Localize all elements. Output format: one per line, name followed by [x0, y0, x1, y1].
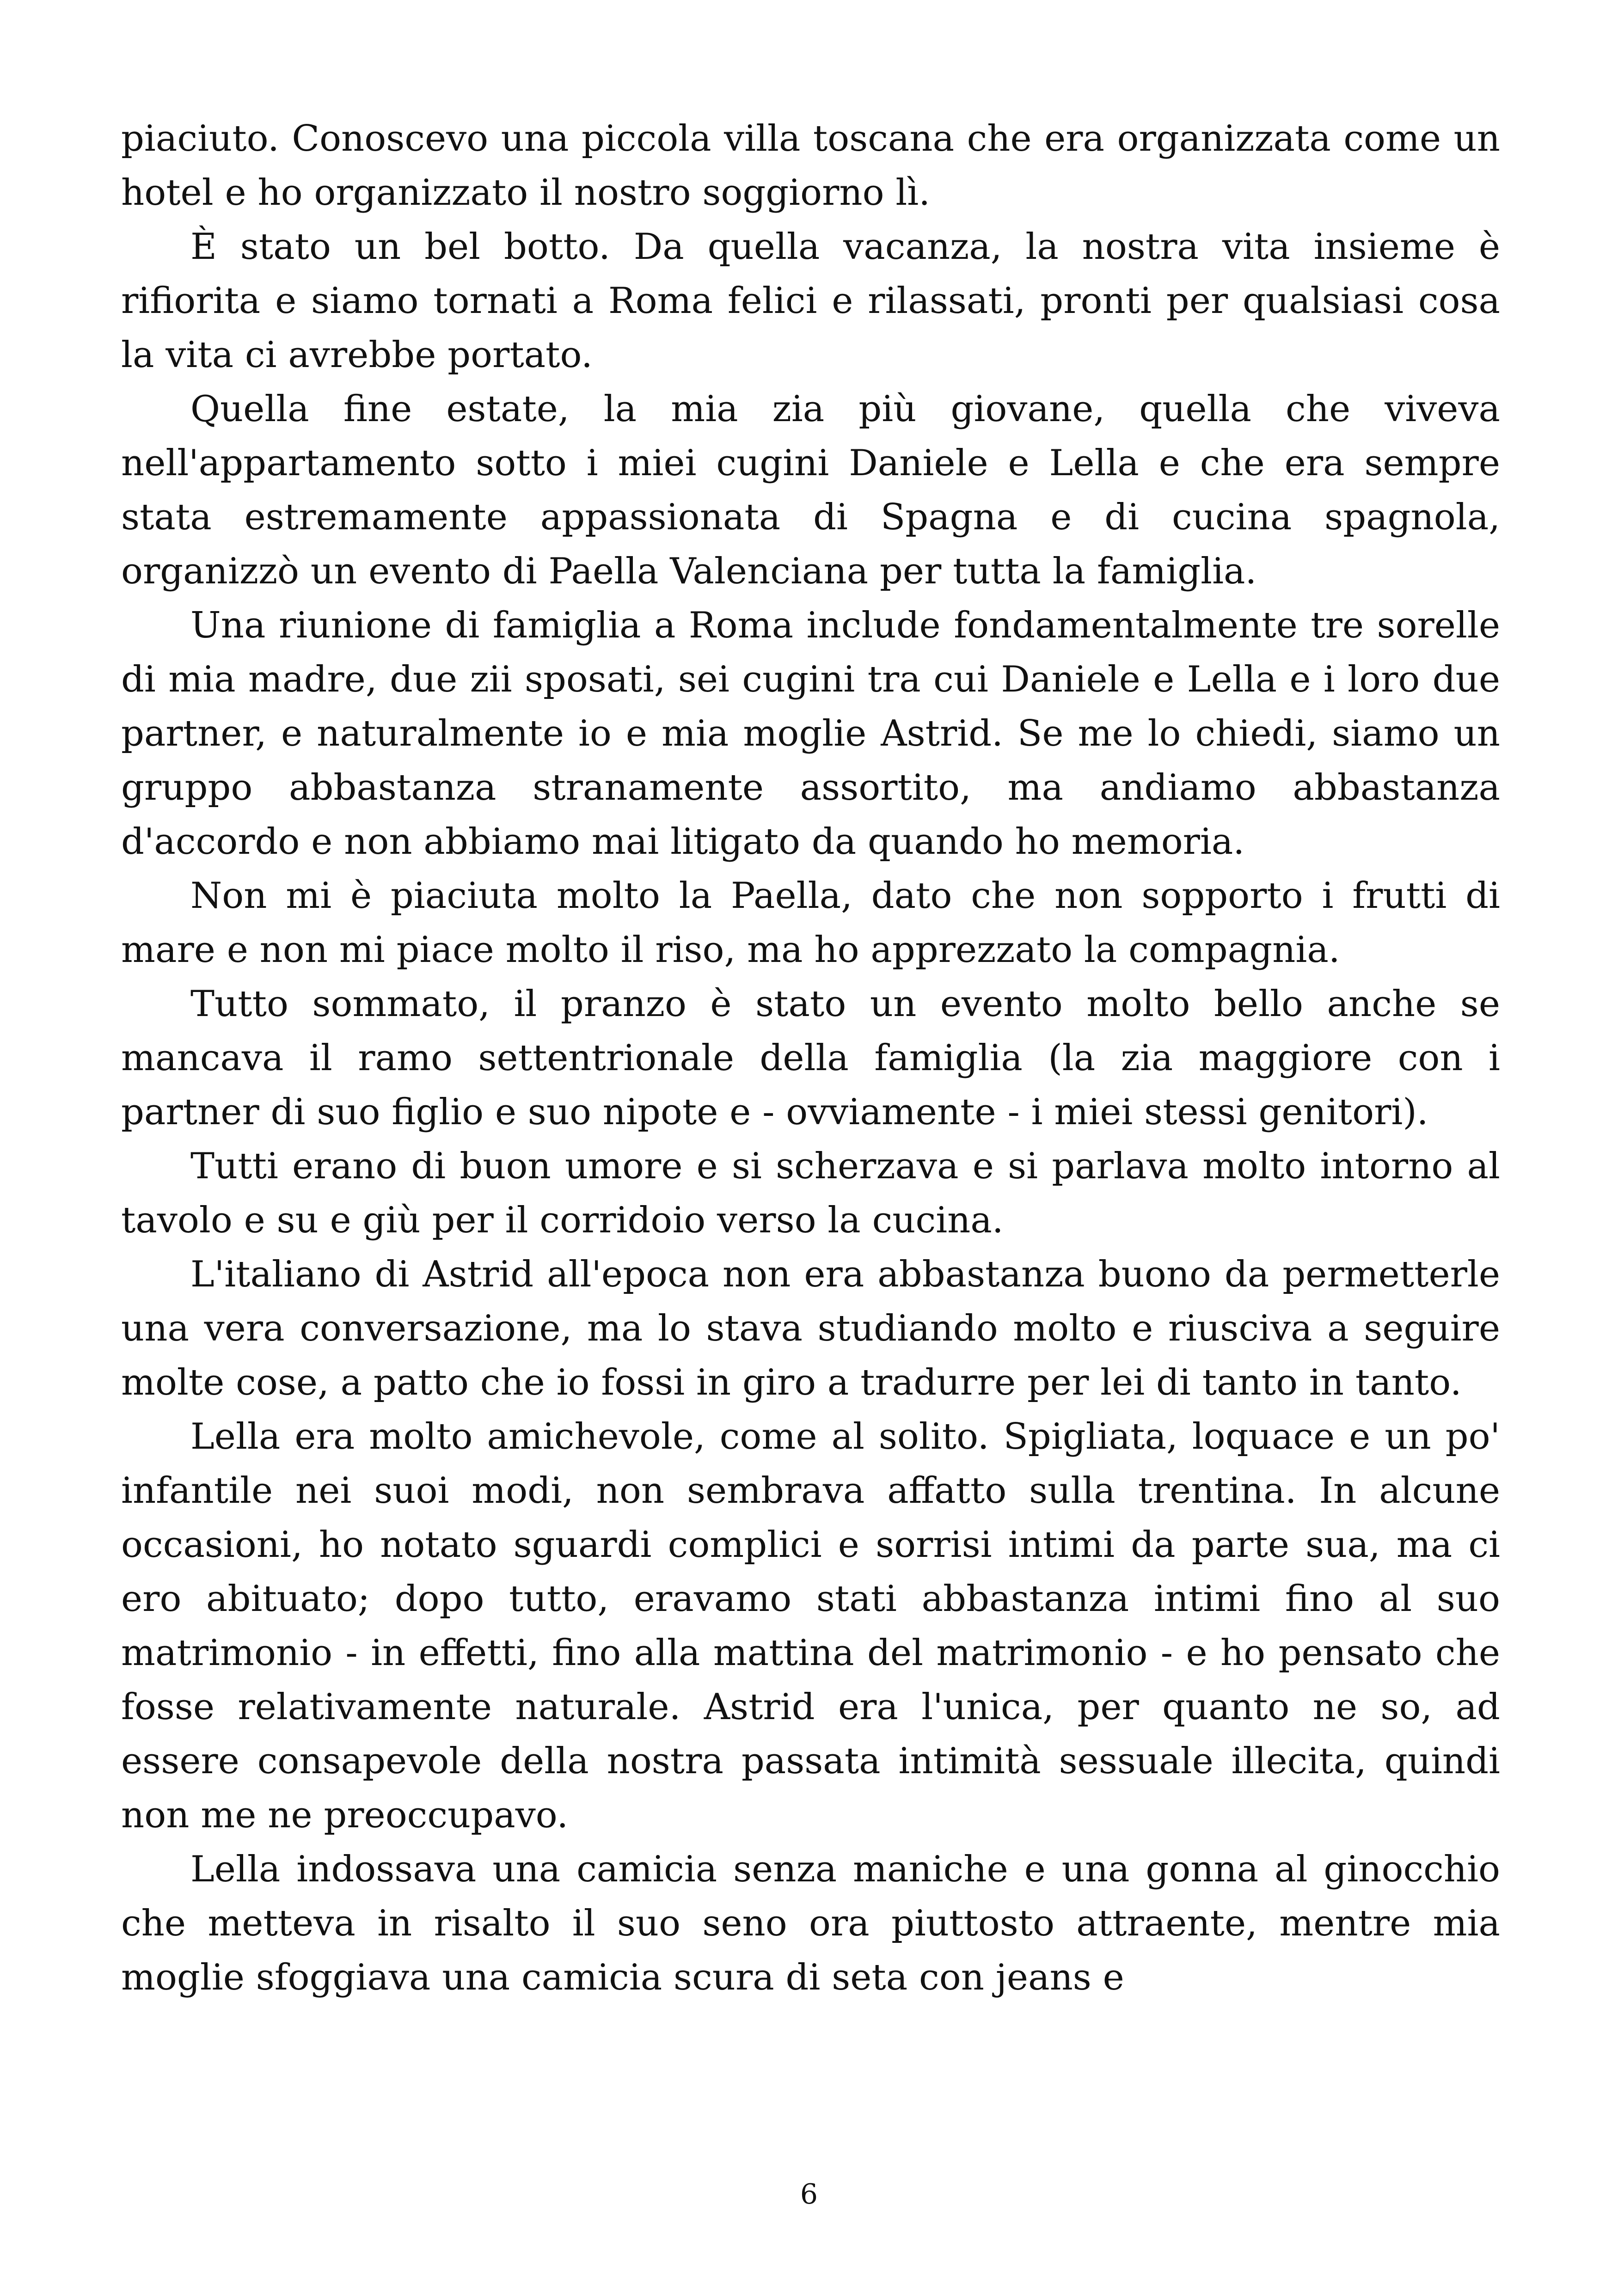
paragraph: piaciuto. Conoscevo una piccola villa toscana che era organizzata come un hotel e ho organizzato il nostro soggiorno lì. [121, 118, 1500, 214]
paragraph: Quella fine estate, la mia zia più giovane, quella che viveva nell'appartamento sotto i miei cugini Daniele e Lella e che era sempre stata estremamente appassionata di Spagna e di cucina spagnola, organizzò un evento di Paella Valenciana per tutta la famiglia. [121, 388, 1500, 592]
paragraph: L'italiano di Astrid all'epoca non era abbastanza buono da permetterle una vera conversazione, ma lo stava studiando molto e riusciva a seguire molte cose, a patto che io fossi in giro a tradurre per lei di tanto in tanto. [121, 1254, 1500, 1403]
paragraph: Lella indossava una camicia senza maniche e una gonna al ginocchio che metteva in risalto il suo seno ora piuttosto attraente, mentre mia moglie sfoggiava una camicia scura di seta con jeans e [121, 1849, 1500, 1998]
paragraph: È stato un bel botto. Da quella vacanza, la nostra vita insieme è rifiorita e siamo tornati a Roma felici e rilassati, pronti per qualsiasi cosa la vita ci avrebbe portato. [121, 226, 1500, 376]
paragraph: Tutto sommato, il pranzo è stato un evento molto bello anche se mancava il ramo settentrionale della famiglia (la zia maggiore con i partner di suo figlio e suo nipote e - ovviamente - i miei stessi genitori). [121, 983, 1500, 1133]
paragraph: Lella era molto amichevole, come al solito. Spigliata, loquace e un po' infantile nei suoi modi, non sembrava affatto sulla trentina. In alcune occasioni, ho notato sguardi complici e sorrisi intimi da parte sua, ma ci ero abituato; dopo tutto, eravamo stati abbastanza intimi fino al suo matrimonio - in effetti, fino alla mattina del matrimonio - e ho pensato che fosse relativamente naturale. Astrid era l'unica, per quanto ne so, ad essere consapevole della nostra passata intimità sessuale illecita, quindi non me ne preoccupavo. [121, 1416, 1500, 1836]
paragraph: Non mi è piaciuta molto la Paella, dato che non sopporto i frutti di mare e non mi piace molto il riso, ma ho apprezzato la compagnia. [121, 875, 1500, 971]
paragraph: Tutti erano di buon umore e si scherzava e si parlava molto intorno al tavolo e su e giù per il corridoio verso la cucina. [121, 1145, 1500, 1241]
paragraph: Una riunione di famiglia a Roma include fondamentalmente tre sorelle di mia madre, due zii sposati, sei cugini tra cui Daniele e Lella e i loro due partner, e naturalmente io e mia moglie Astrid. Se me lo chiedi, siamo un gruppo abbastanza stranamente assortito, ma andiamo abbastanza d'accordo e non abbiamo mai litigato da quando ho memoria. [121, 605, 1500, 863]
page-number: 6 [800, 2178, 818, 2210]
page-body [121, 112, 1500, 2238]
